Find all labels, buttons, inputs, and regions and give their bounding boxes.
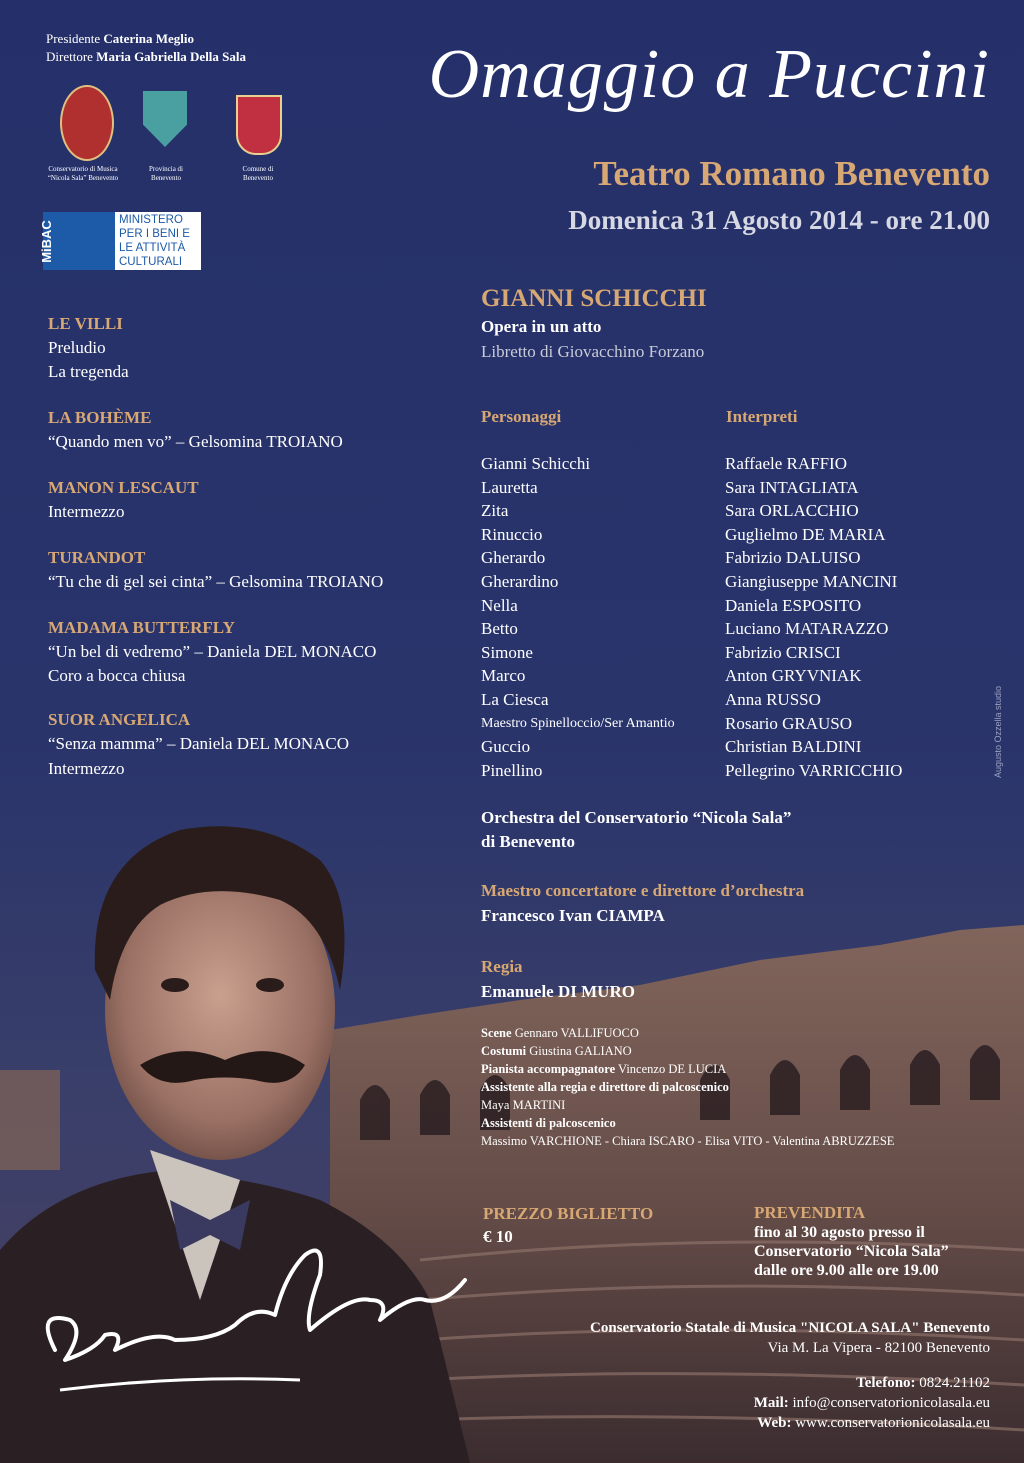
- program-section: LE VILLI Preludio La tregenda: [48, 314, 129, 381]
- cast-characters: Gianni Schicchi Lauretta Zita Rinuccio Gherardo Gherardino Nella Betto Simone Marco La Ciesca Maestro Spinelloccio/Ser Amantio Guccio Pinellino: [481, 454, 675, 780]
- program-section: SUOR ANGELICA “Senza mamma” – Daniela DEL MONACO Intermezzo: [48, 710, 350, 778]
- opera-title: GIANNI SCHICCHI: [481, 285, 707, 312]
- conductor: Maestro concertatore e direttore d’orchestra Francesco Ivan CIAMPA: [481, 881, 805, 925]
- col-performers: Interpreti: [726, 407, 798, 426]
- comune-crest-icon: [236, 95, 282, 155]
- orchestra: Orchestra del Conservatorio “Nicola Sala” di Benevento: [481, 808, 792, 851]
- footer-contacts: Conservatorio Statale di Musica "NICOLA SALA" Benevento Via M. La Vipera - 82100 Benevento Telefono: 0824.21102 Mail: info@conservatorionicolasala.eu Web: www.conservatorionicolasala.eu: [480, 1318, 990, 1433]
- director-name: Maria Gabriella Della Sala: [96, 49, 247, 64]
- program-section: LA BOHÈME “Quando men vo” – Gelsomina TROIANO: [48, 408, 343, 451]
- ticket-info: PREZZO BIGLIETTO € 10: [483, 1204, 654, 1246]
- presale-info: PREVENDITA fino al 30 agosto presso il Conservatorio “Nicola Sala” dalle ore 9.00 alle ore 19.00: [754, 1203, 949, 1279]
- footer-address: Via M. La Vipera - 82100 Benevento: [767, 1340, 990, 1356]
- phone-number: 0824.21102: [919, 1375, 990, 1391]
- venue: Teatro Romano Benevento: [593, 154, 990, 193]
- mibac-logo: MiBAC MINISTERO PER I BENI E LE ATTIVITÀ CULTURALI: [43, 212, 201, 270]
- credits: Scene Gennaro VALLIFUOCO Costumi Giustina GALIANO Pianista accompagnatore Vincenzo DE LUCIA Assistente alla regia e direttore di palcoscenico Maya MARTINI Assistenti di palcoscenico Massimo VARCHIONE - Chiara ISCARO - Elisa VITO - Valentina ABRUZZESE: [481, 1026, 895, 1148]
- program-section: TURANDOT “Tu che di gel sei cinta” – Gelsomina TROIANO: [48, 548, 384, 591]
- header-officials: [46, 30, 246, 66]
- direction: Regia Emanuele DI MURO: [481, 957, 635, 1001]
- provincia-shield-icon: [143, 91, 187, 147]
- president-label: Presidente: [46, 31, 101, 46]
- poster-title: Omaggio a Puccini: [428, 36, 990, 113]
- mail-link[interactable]: info@conservatorionicolasala.eu: [792, 1395, 990, 1411]
- mibac-logo-text: MiBAC: [38, 220, 54, 263]
- web-link[interactable]: www.conservatorionicolasala.eu: [795, 1415, 990, 1431]
- studio-credit: Augusto Ozzella studio: [993, 685, 1003, 779]
- program-section: MADAMA BUTTERFLY “Un bel di vedremo” – Daniela DEL MONACO Coro a bocca chiusa: [48, 618, 377, 685]
- cast-performers: Raffaele RAFFIO Sara INTAGLIATA Sara ORLACCHIO Guglielmo DE MARIA Fabrizio DALUISO Giangiuseppe MANCINI Daniela ESPOSITO Luciano MATARAZZO Fabrizio CRISCI Anton GRYVNIAK Anna RUSSO Rosario GRAUSO Christian BALDINI Pellegrino VARRICCHIO: [725, 454, 903, 780]
- president-name: Caterina Meglio: [103, 31, 195, 46]
- program-list: [48, 312, 468, 782]
- col-characters: Personaggi: [481, 407, 562, 426]
- opera-subtitle: Opera in un atto: [481, 317, 602, 336]
- opera-libretto: Libretto di Giovacchino Forzano: [481, 342, 705, 361]
- footer-institution: Conservatorio Statale di Musica "NICOLA SALA" Benevento: [590, 1320, 990, 1336]
- conservatorio-logo: [60, 85, 114, 161]
- program-section: MANON LESCAUT Intermezzo: [48, 478, 199, 521]
- institution-logos: Conservatorio di Musica “Nicola Sala” Benevento Provincia di Benevento Comune di Benevento: [38, 85, 308, 185]
- date-time: Domenica 31 Agosto 2014 - ore 21.00: [568, 205, 990, 235]
- director-label: Direttore: [46, 49, 93, 64]
